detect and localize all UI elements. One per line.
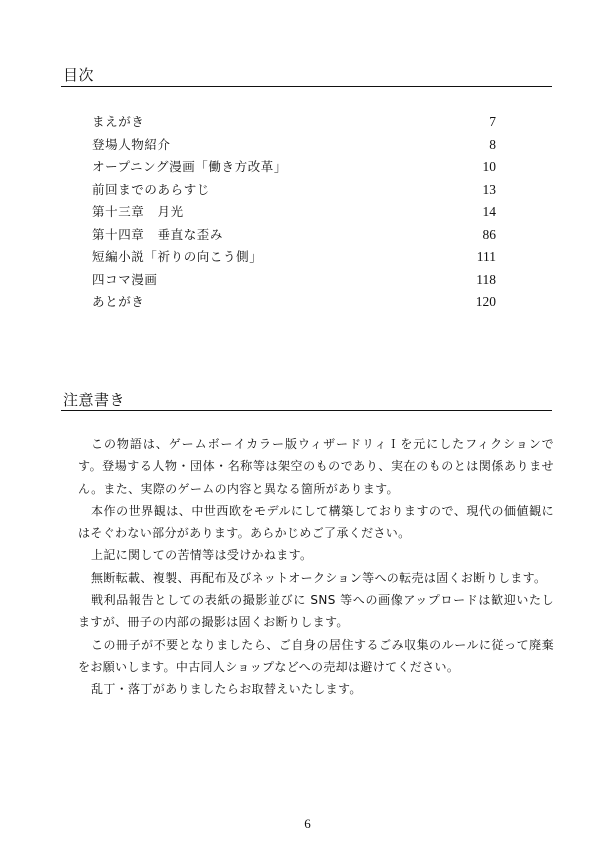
toc-entry-title: あとがき xyxy=(92,294,145,309)
toc-entry-page: 120 xyxy=(475,294,496,309)
toc-entry-page: 13 xyxy=(482,181,496,197)
toc-heading-rule xyxy=(61,86,552,87)
notes-paragraph: 上記に関しての苦情等は受けかねます。 xyxy=(91,548,313,563)
toc-entry xyxy=(92,134,496,157)
page-number: 6 xyxy=(304,816,311,831)
notes-paragraph: 無断転載、複製、再配布及びネットオークション等への転売は固くお断りします。 xyxy=(91,570,547,585)
notes-paragraph: 戦利品報告としての表紙の撮影並びに SNS 等への画像アップロードは歓迎いたしますが、冊子の内部の撮影は固くお断りします。 xyxy=(78,593,554,630)
toc-entry-title: 登場人物紹介 xyxy=(92,136,171,152)
notes-paragraph: この冊子が不要となりましたら、ご自身の居住するごみ収集のルールに従って廃棄をお願いします。中古同人ショップなどへの売却は避けてください。 xyxy=(78,637,554,674)
notes-paragraph: 乱丁・落丁がありましたらお取替えいたします。 xyxy=(91,682,362,697)
toc-entry-page: 7 xyxy=(489,114,496,129)
toc-entry xyxy=(92,201,496,224)
toc-entry xyxy=(92,224,496,247)
toc-entry-page: 111 xyxy=(476,249,496,264)
notes-body xyxy=(78,433,554,701)
toc-entry-page: 14 xyxy=(482,204,496,219)
toc-entry-page: 86 xyxy=(482,226,496,242)
toc-entry-title: 短編小説「祈りの向こう側」 xyxy=(92,249,263,264)
toc-entry xyxy=(92,179,496,202)
notes-heading: 注意書き xyxy=(63,391,126,409)
toc-entry-title: オープニング漫画「働き方改革」 xyxy=(92,159,288,174)
toc-entry xyxy=(92,111,496,134)
toc-entry xyxy=(92,269,496,292)
toc-heading: 目次 xyxy=(63,66,95,84)
toc-entry-title: 第十四章 垂直な歪み xyxy=(92,226,224,242)
toc-entry-title: 第十三章 月光 xyxy=(92,204,184,219)
toc-entry xyxy=(92,246,496,269)
toc-entry-title: まえがき xyxy=(92,114,145,129)
toc-entry xyxy=(92,291,496,314)
notes-paragraph: 本作の世界観は、中世西欧をモデルにして構築しておりますので、現代の価値観にはそぐわない部分があります。あらかじめご了承ください。 xyxy=(78,503,554,541)
toc-entry-page: 10 xyxy=(482,159,496,174)
notes-heading-rule xyxy=(61,410,552,411)
toc-entry xyxy=(92,156,496,179)
toc-entry-title: 四コマ漫画 xyxy=(92,271,158,287)
toc-entry-title: 前回までのあらすじ xyxy=(92,181,210,197)
toc-entry-page: 118 xyxy=(476,271,496,287)
table-of-contents xyxy=(92,111,496,314)
notes-paragraph: この物語は、ゲームボーイカラー版ウィザードリィＩを元にしたフィクションです。登場する人物・団体・名称等は架空のものであり、実在のものとは関係ありません。また、実際のゲームの内容と異なる箇所があります。 xyxy=(78,437,554,496)
toc-entry-page: 8 xyxy=(489,136,496,152)
